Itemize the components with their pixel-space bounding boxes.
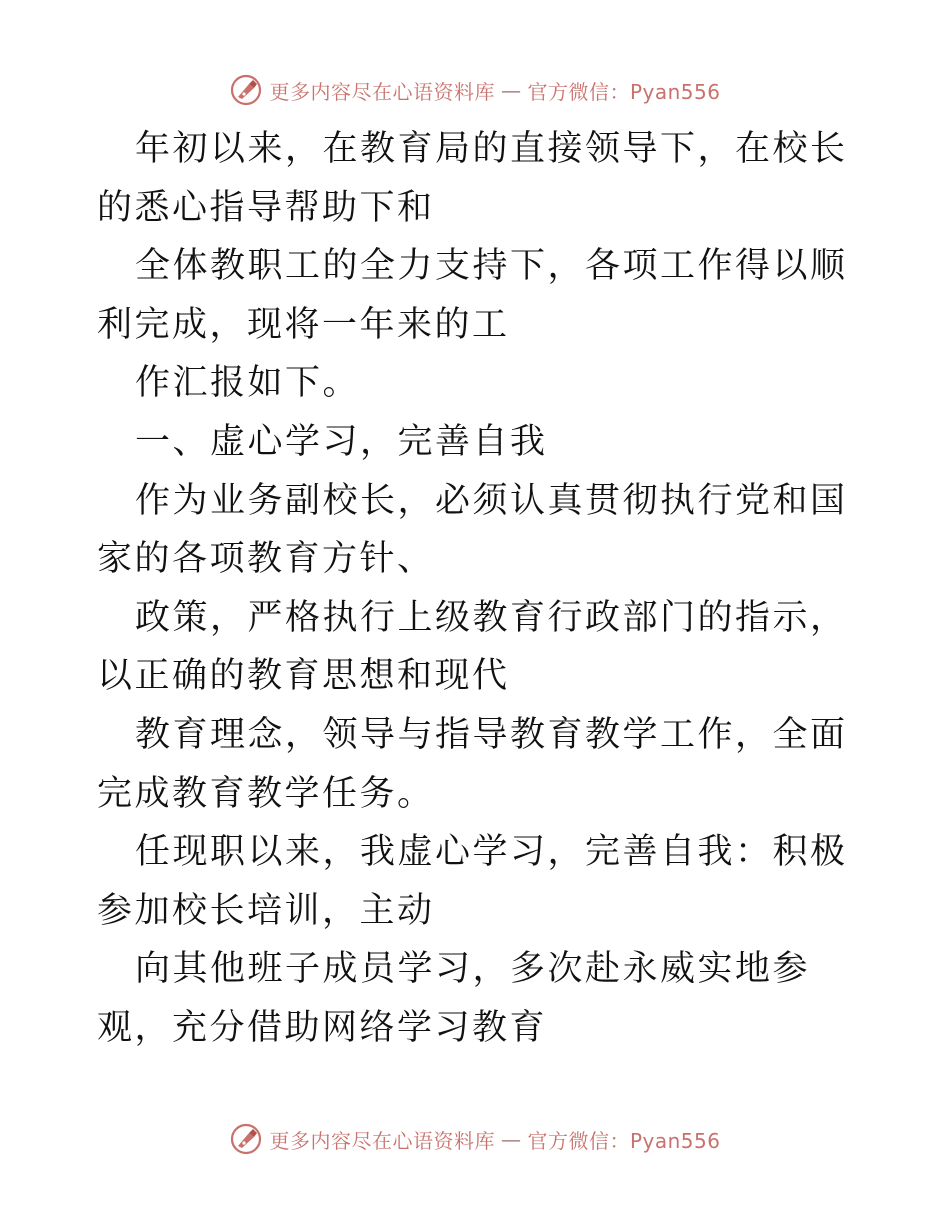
banner-wechat-text: 官方微信：Pyan556 [527,1128,721,1153]
section-heading: 一、虚心学习，完善自我 [135,421,548,462]
banner-main-text: 更多内容尽在心语资料库 [269,1128,495,1153]
banner-wechat-text: 官方微信：Pyan556 [527,79,721,104]
paragraph: 政策，严格执行上级教育行政部门的指示，以正确的教育思想和现代 [97,597,848,697]
paragraph: 任现职以来，我虚心学习，完善自我：积极参加校长培训，主动 [97,832,848,931]
pen-nib-logo-icon [229,73,263,107]
paragraph: 向其他班子成员学习，多次赴永威实地参观，充分借助网络学习教育 [97,949,811,1048]
banner-separator: — [500,1127,522,1151]
banner-separator: — [500,78,522,102]
paragraph: 作汇报如下。 [135,363,361,404]
banner-main-text: 更多内容尽在心语资料库 [269,79,495,104]
paragraph: 年初以来，在教育局的直接领导下，在校长的悉心指导帮助下和 [97,129,848,228]
pen-nib-logo-icon [229,1122,263,1156]
header-watermark-banner [0,70,950,110]
footer-watermark-banner [0,1119,950,1159]
paragraph: 作为业务副校长，必须认真贯彻执行党和国家的各项教育方针、 [97,480,848,580]
paragraph: 教育理念，领导与指导教育教学工作，全面完成教育教学任务。 [97,714,848,814]
paragraph: 全体教职工的全力支持下，各项工作得以顺利完成，现将一年来的工 [97,246,848,345]
document-body [97,120,857,1058]
